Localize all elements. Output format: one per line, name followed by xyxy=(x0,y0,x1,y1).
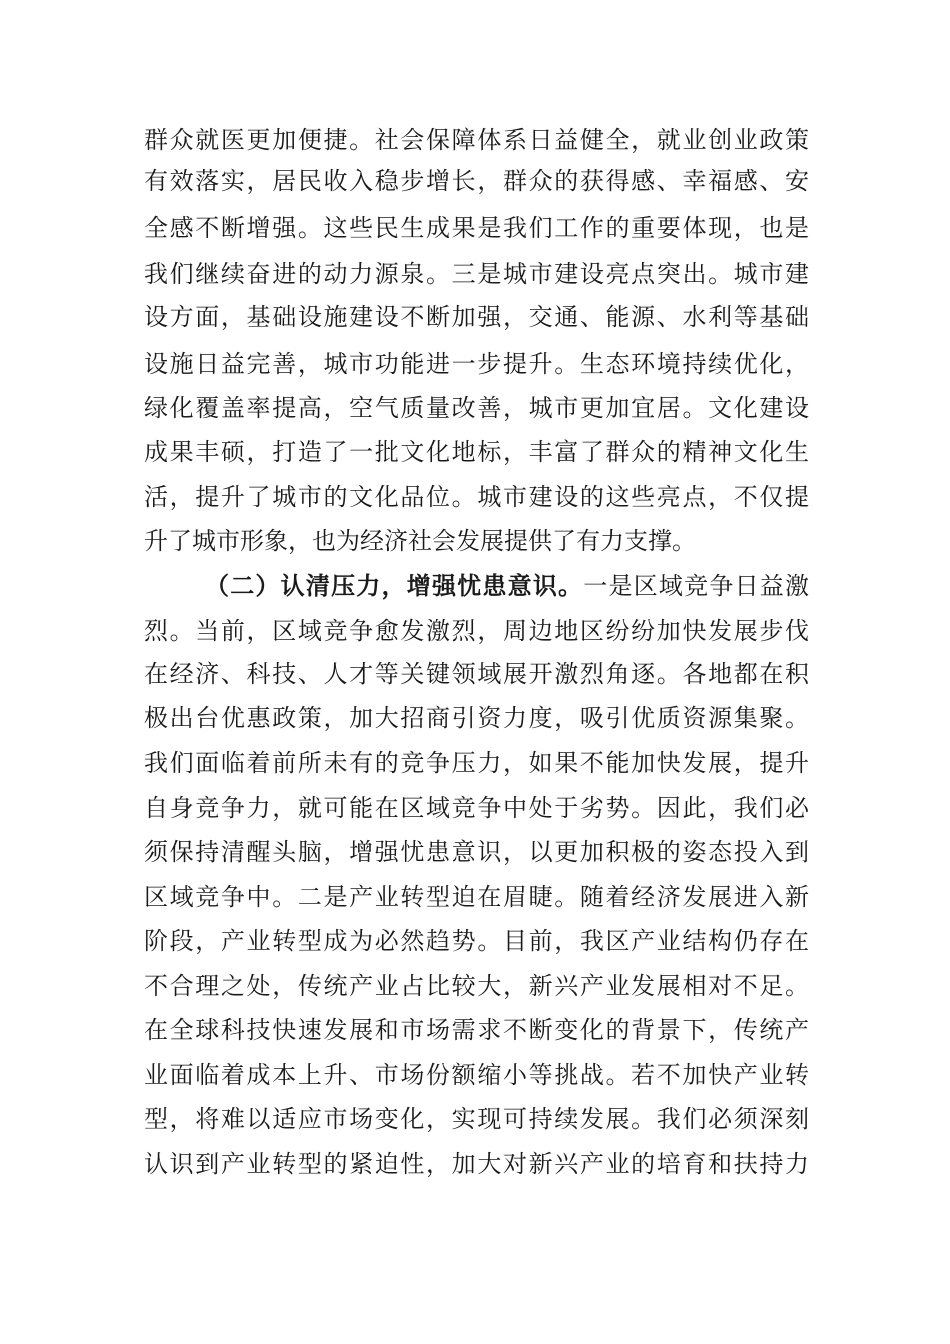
paragraph-line: 我们面临着前所未有的竞争压力，如果不能加快发展，提升 xyxy=(144,749,809,777)
paragraph-line: 在经济、科技、人才等关键领域展开激烈角逐。各地都在积 xyxy=(144,660,809,688)
section-heading-line xyxy=(205,566,809,606)
paragraph-line: 阶段，产业转型成为必然趋势。目前，我区产业结构仍存在 xyxy=(144,927,809,955)
paragraph-line: 极出台优惠政策，加大招商引资力度，吸引优质资源集聚。 xyxy=(144,704,809,732)
paragraph-line: 升了城市形象，也为经济社会发展提供了有力支撑。 xyxy=(144,527,696,555)
paragraph-line: 在全球科技快速发展和市场需求不断变化的背景下，传统产 xyxy=(144,1016,809,1044)
paragraph-line: 认识到产业转型的紧迫性，加大对新兴产业的培育和扶持力 xyxy=(144,1150,809,1178)
paragraph-line: 不合理之处，传统产业占比较大，新兴产业发展相对不足。 xyxy=(144,972,809,1000)
paragraph-line: 业面临着成本上升、市场份额缩小等挑战。若不加快产业转 xyxy=(144,1061,809,1089)
section-heading: （二）认清压力，增强忧患意识。 xyxy=(205,571,584,600)
paragraph-line: 须保持清醒头脑，增强忧患意识，以更加积极的姿态投入到 xyxy=(144,838,809,866)
paragraph-line: 烈。当前，区域竞争愈发激烈，周边地区纷纷加快发展步伐 xyxy=(144,617,809,645)
paragraph-line: 自身竞争力，就可能在区域竞争中处于劣势。因此，我们必 xyxy=(144,794,809,822)
paragraph-line: 全感不断增强。这些民生成果是我们工作的重要体现，也是 xyxy=(144,214,809,242)
paragraph-line: 成果丰硕，打造了一批文化地标，丰富了群众的精神文化生 xyxy=(144,438,809,466)
paragraph-line: 活，提升了城市的文化品位。城市建设的这些亮点，不仅提 xyxy=(144,483,809,511)
paragraph-line: 设施日益完善，城市功能进一步提升。生态环境持续优化， xyxy=(144,350,809,378)
paragraph-line: 区域竞争中。二是产业转型迫在眉睫。随着经济发展进入新 xyxy=(144,883,809,911)
section-heading-rest: 一是区域竞争日益激 xyxy=(583,572,810,600)
paragraph-line: 设方面，基础设施建设不断加强，交通、能源、水利等基础 xyxy=(144,303,809,331)
paragraph-line: 有效落实，居民收入稳步增长，群众的获得感、幸福感、安 xyxy=(144,167,809,195)
paragraph-line: 群众就医更加便捷。社会保障体系日益健全，就业创业政策 xyxy=(144,126,809,154)
paragraph-line: 绿化覆盖率提高，空气质量改善，城市更加宜居。文化建设 xyxy=(144,394,809,422)
paragraph-line: 我们继续奋进的动力源泉。三是城市建设亮点突出。城市建 xyxy=(144,260,809,288)
paragraph-line: 型，将难以适应市场变化，实现可持续发展。我们必须深刻 xyxy=(144,1105,809,1133)
